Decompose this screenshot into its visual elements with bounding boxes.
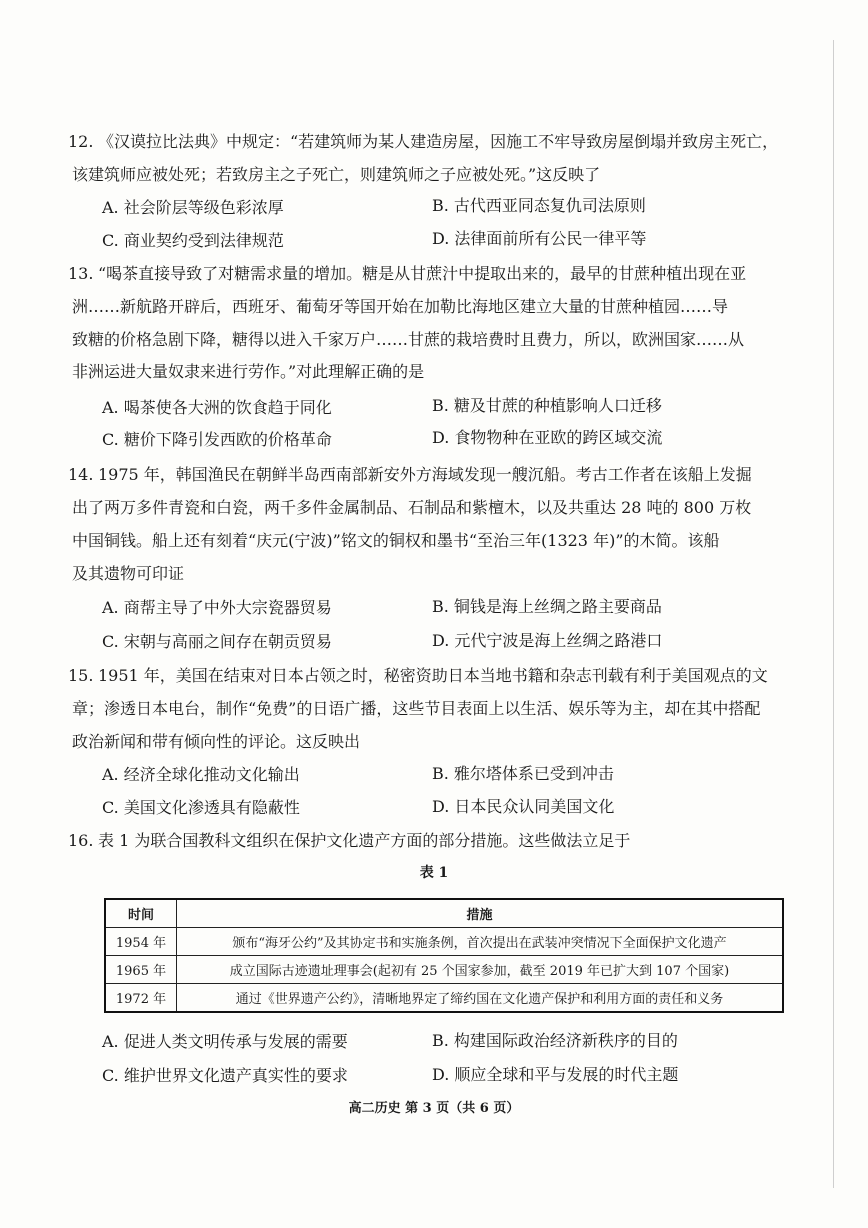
table-cell-year: 1965 年 xyxy=(105,956,177,984)
option-a[interactable]: A. 促进人类文明传承与发展的需要 xyxy=(102,1032,348,1051)
question-stem-line: 中国铜钱。船上还有刻着“庆元(宁波)”铭文的铜权和墨书“至治三年(1323 年)”的木简。该船 xyxy=(72,531,720,550)
question-stem-line: 非洲运进大量奴隶来进行劳作。”对此理解正确的是 xyxy=(72,362,425,381)
table-cell-measure: 通过《世界遗产公约》，清晰地界定了缔约国在文化遗产保护和利用方面的责任和义务 xyxy=(177,984,784,1013)
option-a[interactable]: A. 喝茶使各大洲的饮食趋于同化 xyxy=(102,398,332,417)
question-stem-line: 政治新闻和带有倾向性的评论。这反映出 xyxy=(72,732,361,751)
question-stem-line: 出了两万多件青瓷和白瓷，两千多件金属制品、石制品和紫檀木，以及共重达 28 吨的 800 万枚 xyxy=(72,498,752,517)
question-number: 14. xyxy=(68,465,94,484)
question-stem-line: 洲……新航路开辟后，西班牙、葡萄牙等国开始在加勒比海地区建立大量的甘蔗种植园……导 xyxy=(72,297,729,316)
table-header-cell: 时间 xyxy=(105,899,177,928)
option-d[interactable]: D. 法律面前所有公民一律平等 xyxy=(432,229,647,248)
option-b[interactable]: B. 雅尔塔体系已受到冲击 xyxy=(432,764,614,783)
table-header-row xyxy=(105,899,783,928)
option-b[interactable]: B. 糖及甘蔗的种植影响人口迁移 xyxy=(432,396,662,415)
option-b[interactable]: B. 构建国际政治经济新秩序的目的 xyxy=(432,1031,678,1050)
question-stem-line: 《汉谟拉比法典》中规定：“若建筑师为某人建造房屋，因施工不牢导致房屋倒塌并致房主死亡， xyxy=(98,132,779,151)
table-row xyxy=(105,928,783,956)
question-number: 13. xyxy=(68,264,94,283)
question-number: 15. xyxy=(68,666,94,685)
question-stem-line: 1951 年，美国在结束对日本占领之时，秘密资助日本当地书籍和杂志刊载有利于美国观点的文 xyxy=(98,666,768,685)
question-stem-line: 该建筑师应被处死；若致房主之子死亡，则建筑师之子应被处死。”这反映了 xyxy=(72,165,601,184)
option-c[interactable]: C. 糖价下降引发西欧的价格革命 xyxy=(102,430,332,449)
table-header-cell: 措施 xyxy=(177,899,784,928)
option-c[interactable]: C. 美国文化渗透具有隐蔽性 xyxy=(102,798,300,817)
question-stem-line: 及其遗物可印证 xyxy=(72,564,185,583)
option-d[interactable]: D. 顺应全球和平与发展的时代主题 xyxy=(432,1065,679,1084)
table-caption: 表 1 xyxy=(419,865,449,881)
table-cell-measure: 成立国际古迹遗址理事会(起初有 25 个国家参加，截至 2019 年已扩大到 107 个国家) xyxy=(177,956,784,984)
page-footer: 高二历史 第 3 页（共 6 页） xyxy=(348,1101,520,1116)
option-c[interactable]: C. 商业契约受到法律规范 xyxy=(102,231,284,250)
question-number: 16. xyxy=(68,831,94,850)
table-cell-measure: 颁布“海牙公约”及其协定书和实施条例，首次提出在武装冲突情况下全面保护文化遗产 xyxy=(177,928,784,956)
option-d[interactable]: D. 食物物种在亚欧的跨区域交流 xyxy=(432,428,663,447)
option-a[interactable]: A. 商帮主导了中外大宗瓷器贸易 xyxy=(102,598,332,617)
question-stem-line: 章；渗透日本电台，制作“免费”的日语广播，这些节目表面上以生活、娱乐等为主，却在其中搭配 xyxy=(72,699,761,718)
question-number: 12. xyxy=(68,132,94,151)
question-stem-line: 表 1 为联合国教科文组织在保护文化遗产方面的部分措施。这些做法立足于 xyxy=(98,831,631,850)
table-cell-year: 1954 年 xyxy=(105,928,177,956)
option-a[interactable]: A. 社会阶层等级色彩浓厚 xyxy=(102,198,284,217)
table-row xyxy=(105,984,783,1013)
question-stem-line: “喝茶直接导致了对糖需求量的增加。糖是从甘蔗汁中提取出来的，最早的甘蔗种植出现在亚 xyxy=(98,264,747,283)
option-a[interactable]: A. 经济全球化推动文化输出 xyxy=(102,765,300,784)
table-row xyxy=(105,956,783,984)
measures-table xyxy=(104,898,784,1013)
option-d[interactable]: D. 日本民众认同美国文化 xyxy=(432,797,615,816)
option-c[interactable]: C. 维护世界文化遗产真实性的要求 xyxy=(102,1066,348,1085)
table-cell-year: 1972 年 xyxy=(105,984,177,1013)
option-b[interactable]: B. 古代西亚同态复仇司法原则 xyxy=(432,196,646,215)
option-b[interactable]: B. 铜钱是海上丝绸之路主要商品 xyxy=(432,597,662,616)
option-d[interactable]: D. 元代宁波是海上丝绸之路港口 xyxy=(432,631,663,650)
option-c[interactable]: C. 宋朝与高丽之间存在朝贡贸易 xyxy=(102,632,332,651)
question-stem-line: 1975 年，韩国渔民在朝鲜半岛西南部新安外方海域发现一艘沉船。考古工作者在该船上发掘 xyxy=(98,465,752,484)
question-stem-line: 致糖的价格急剧下降，糖得以进入千家万户……甘蔗的栽培费时且费力，所以，欧洲国家……从 xyxy=(72,330,745,349)
page-edge-line xyxy=(833,40,834,1188)
